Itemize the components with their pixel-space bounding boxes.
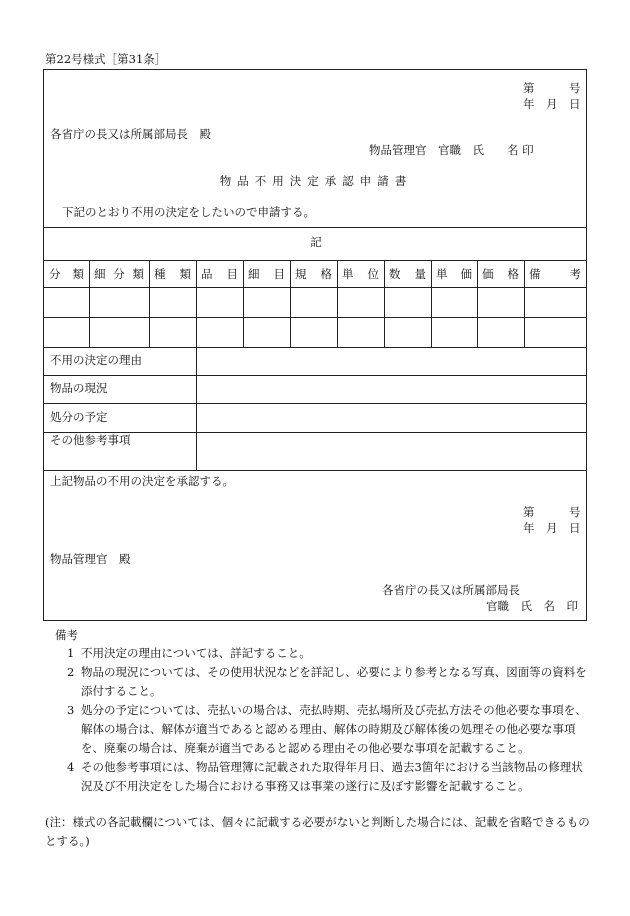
table-header-char: 単 — [436, 266, 448, 281]
table-header-char: 分 — [113, 266, 125, 281]
intro-text: 下記のとおり不用の決定をしたいので申請する。 — [62, 205, 315, 219]
note-number: 3 — [67, 703, 75, 717]
details-value-field[interactable] — [198, 433, 584, 469]
details-rule — [44, 470, 586, 471]
table-header-char: 規 — [295, 266, 307, 281]
table-header-cell — [290, 260, 337, 287]
note-text: その他参考事項には、物品管理簿に記載された取得年月日、過去3箇年における当該物品の修理状況及び不用決定をした場合における事務又は事業の遂行に及ぼす影響を記載すること。 — [81, 760, 583, 793]
table-header-char: 量 — [414, 266, 426, 281]
table-cell[interactable] — [44, 317, 89, 347]
table-header-char: 品 — [201, 266, 213, 281]
table-header-char: 備 — [529, 266, 541, 281]
table-header-cell — [44, 260, 89, 287]
table-header-char: 考 — [569, 266, 581, 281]
table-header-char: 単 — [342, 266, 354, 281]
table-cell[interactable] — [337, 317, 384, 347]
approval-addressee: 物品管理官 殿 — [50, 552, 131, 566]
table-header-char: 細 — [248, 266, 260, 281]
divider — [44, 227, 586, 228]
table-cell[interactable] — [196, 317, 243, 347]
table-header-char: 目 — [226, 266, 238, 281]
approval-sender-name: 官職 氏 名 印 — [486, 599, 578, 613]
table-header-char: 類 — [132, 266, 144, 281]
table-header-cell — [196, 260, 243, 287]
approval-sender-org: 各省庁の長又は所属部局長 — [382, 583, 520, 597]
table-cell[interactable] — [149, 287, 196, 317]
details-label: その他参考事項 — [50, 433, 131, 447]
table-header-cell — [89, 260, 149, 287]
note-number: 4 — [67, 760, 75, 774]
approval-statement: 上記物品の不用の決定を承認する。 — [50, 474, 234, 488]
table-cell[interactable] — [44, 287, 89, 317]
table-header-char: 分 — [49, 266, 61, 281]
table-cell[interactable] — [290, 317, 337, 347]
table-header-char: 位 — [367, 266, 379, 281]
table-header-cell — [149, 260, 196, 287]
table-header-char: 価 — [482, 266, 494, 281]
form-number: 第22号様式［第31条］ — [45, 52, 167, 66]
table-cell[interactable] — [243, 317, 290, 347]
table-header-char: 格 — [320, 266, 332, 281]
details-value-field[interactable] — [198, 348, 584, 374]
details-column-rule — [196, 347, 197, 470]
document-title: 物品不用決定承認申請書 — [219, 174, 413, 188]
table-header-char: 類 — [179, 266, 191, 281]
note-text: 不用決定の理由については、詳記すること。 — [81, 646, 311, 660]
details-label: 処分の予定 — [50, 410, 108, 424]
table-cell[interactable] — [196, 287, 243, 317]
table-cell[interactable] — [337, 287, 384, 317]
table-header-cell — [384, 260, 431, 287]
table-header-char: 目 — [273, 266, 285, 281]
table-header-cell — [431, 260, 477, 287]
table-cell[interactable] — [477, 287, 524, 317]
table-cell[interactable] — [524, 287, 586, 317]
table-header-cell — [337, 260, 384, 287]
notes-title: 備考 — [55, 628, 78, 642]
table-cell[interactable] — [89, 287, 149, 317]
table-header-char: 数 — [389, 266, 401, 281]
footer-note: (注：様式の各記載欄については、個々に記載する必要がないと判断した場合には、記載を省略できるものとする。) — [45, 815, 590, 848]
note-number: 1 — [67, 646, 75, 660]
table-cell[interactable] — [149, 317, 196, 347]
table-cell[interactable] — [477, 317, 524, 347]
details-label: 物品の現況 — [50, 381, 108, 395]
note-text: 物品の現況については、その使用状況などを詳記し、必要により参考となる写真、図面等の資料を添付すること。 — [81, 665, 587, 698]
table-cell[interactable] — [384, 317, 431, 347]
table-header-char: 細 — [94, 266, 106, 281]
details-value-field[interactable] — [198, 404, 584, 431]
table-header-char: 格 — [507, 266, 519, 281]
ki-label: 記 — [310, 235, 322, 249]
note-number: 2 — [67, 665, 75, 679]
form-frame — [43, 69, 587, 621]
table-cell[interactable] — [384, 287, 431, 317]
table-header-char: 種 — [154, 266, 166, 281]
details-value-field[interactable] — [198, 376, 584, 402]
document-number-label: 第 号 — [523, 81, 581, 95]
table-cell[interactable] — [243, 287, 290, 317]
table-cell[interactable] — [89, 317, 149, 347]
table-header-cell — [524, 260, 586, 287]
table-header-cell — [477, 260, 524, 287]
details-label: 不用の決定の理由 — [50, 353, 142, 367]
table-cell[interactable] — [431, 317, 477, 347]
table-header-char: 類 — [72, 266, 84, 281]
table-header-char: 価 — [460, 266, 472, 281]
table-header-cell — [243, 260, 290, 287]
addressee: 各省庁の長又は所属部局長 殿 — [50, 127, 211, 141]
approval-number-label: 第 号 — [523, 505, 581, 519]
table-cell[interactable] — [290, 287, 337, 317]
document-date-label: 年 月 日 — [523, 97, 581, 111]
sender: 物品管理官 官職 氏 名 印 — [369, 143, 534, 157]
table-cell[interactable] — [431, 287, 477, 317]
note-text: 処分の予定については、売払いの場合は、売払時期、売払場所及び売払方法その他必要な事項を、解体の場合は、解体が適当であると認める理由、解体の時期及び解体後の処理その他必要な事項を、廃棄の場合は、廃棄が適当であると認める理由その他必要な事項を記載すること。 — [81, 703, 587, 755]
table-cell[interactable] — [524, 317, 586, 347]
approval-date-label: 年 月 日 — [523, 521, 581, 535]
